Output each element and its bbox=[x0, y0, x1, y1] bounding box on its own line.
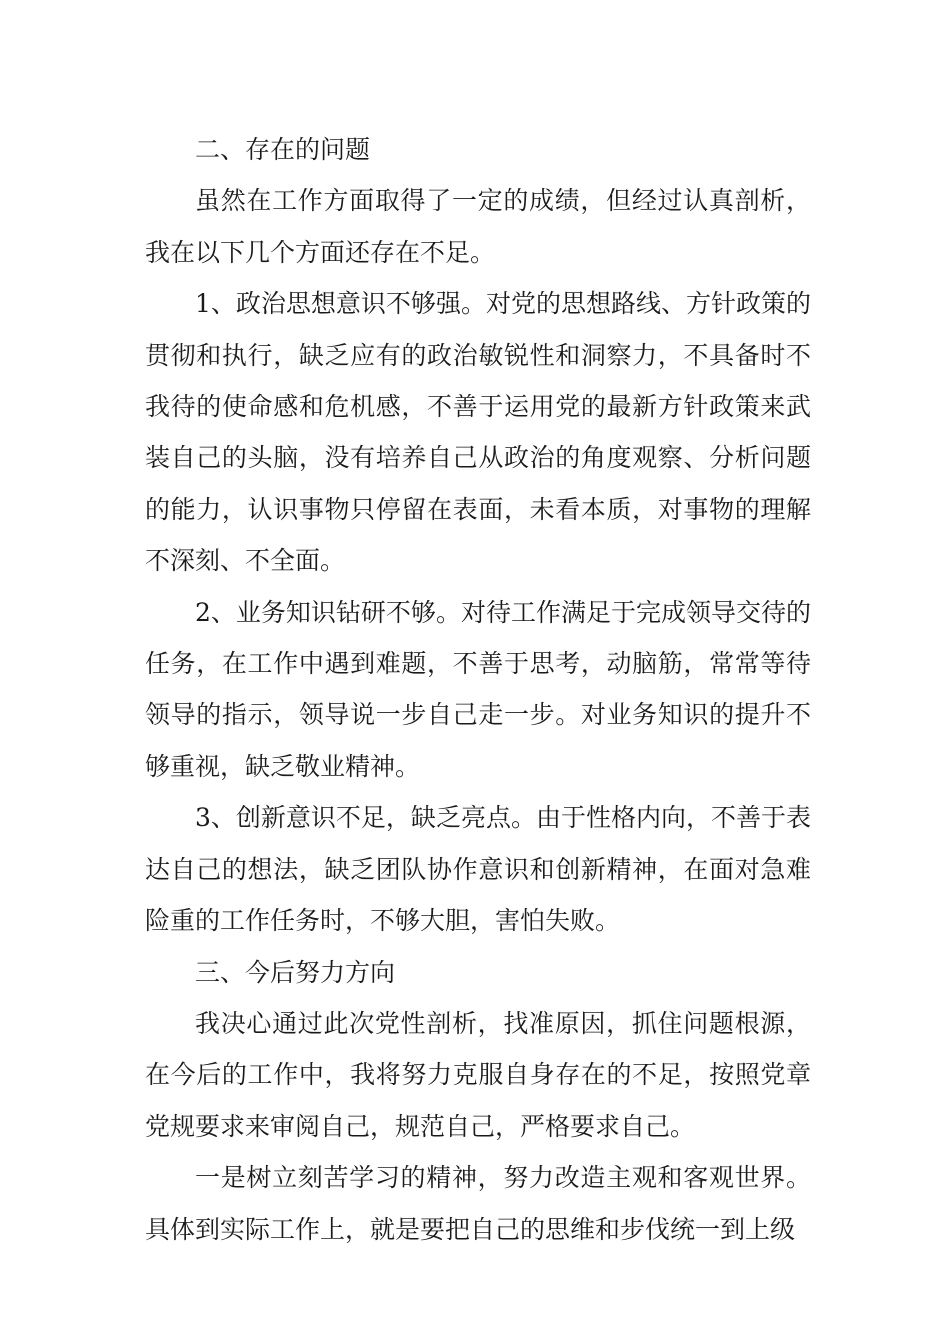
section-heading-direction: 三、今后努力方向 bbox=[195, 957, 396, 987]
paragraph-point-1: 一是树立刻苦学习的精神，努力改造主观和客观世界。具体到实际工作上，就是要把自己的思维和步伐统一到上级 bbox=[145, 1163, 811, 1244]
section-heading-problems: 二、存在的问题 bbox=[195, 135, 371, 164]
paragraph-item-2: 2、业务知识钻研不够。对待工作满足于完成领导交待的任务，在工作中遇到难题，不善于思考，动脑筋，常常等待领导的指示，领导说一步自己走一步。对业务知识的提升不够重视，缺乏敬业精神。 bbox=[145, 597, 811, 781]
paragraph-item-1: 1、政治思想意识不够强。对党的思想路线、方针政策的贯彻和执行，缺乏应有的政治敏锐性和洞察力，不具备时不我待的使命感和危机感，不善于运用党的最新方针政策来武装自己的头脑，没有培养自己从政治的角度观察、分析问题的能力，认识事物只停留在表面，未看本质，对事物的理解不深刻、不全面。 bbox=[145, 289, 811, 576]
paragraph-item-3: 3、创新意识不足，缺乏亮点。由于性格内向，不善于表达自己的想法，缺乏团队协作意识和创新精神，在面对急难险重的工作任务时，不够大胆，害怕失败。 bbox=[145, 803, 811, 936]
document-body bbox=[145, 124, 811, 1255]
paragraph-resolution: 我决心通过此次党性剖析，找准原因，抓住问题根源，在今后的工作中，我将努力克服自身存在的不足，按照党章党规要求来审阅自己，规范自己，严格要求自己。 bbox=[145, 1008, 811, 1141]
paragraph-intro: 虽然在工作方面取得了一定的成绩，但经过认真剖析，我在以下几个方面还存在不足。 bbox=[145, 186, 811, 267]
